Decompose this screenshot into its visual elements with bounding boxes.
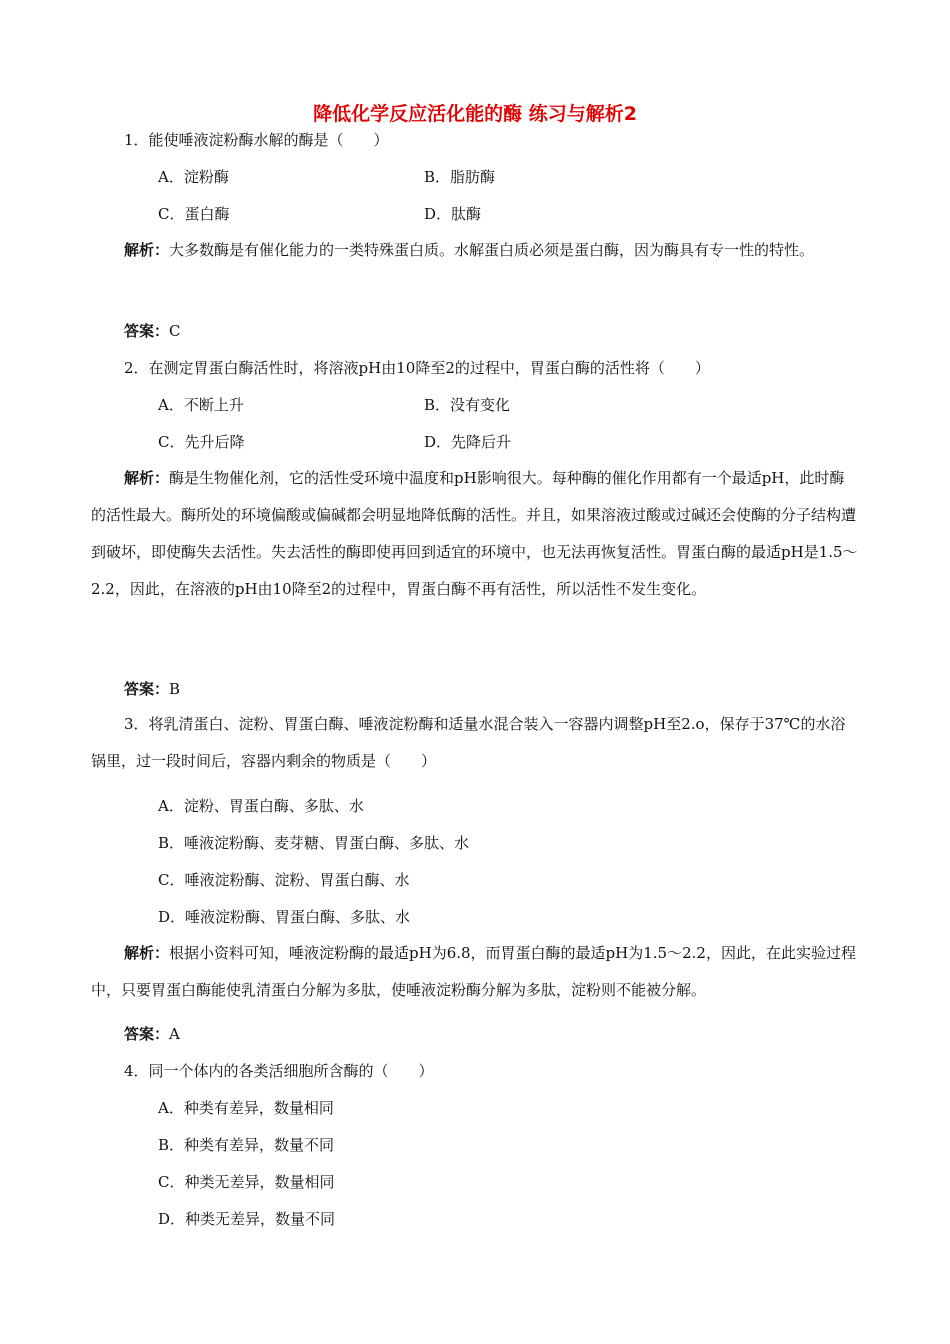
question-1-analysis [91, 232, 859, 269]
question-3-option-b: B．唾液淀粉酶、麦芽糖、胃蛋白酶、多肽、水 [158, 834, 470, 852]
question-3-option-d: D．唾液淀粉酶、胃蛋白酶、多肽、水 [158, 908, 411, 926]
question-2-stem: 2．在测定胃蛋白酶活性时，将溶液pH由10降至2的过程中，胃蛋白酶的活性将（ ） [124, 359, 710, 377]
question-4-option-b: B．种类有差异，数量不同 [158, 1136, 335, 1154]
question-3-option-a: A．淀粉、胃蛋白酶、多肽、水 [158, 797, 364, 815]
analysis-text: 酶是生物催化剂，它的活性受环境中温度和pH影响很大。每种酶的催化作用都有一个最适pH，此时酶的活性最大。酶所处的环境偏酸或偏碱都会明显地降低酶的活性。并且，如果溶液过酸或过碱还会使酶的分子结构遭到破坏，即使酶失去活性。失去活性的酶即使再回到适宜的环境中，也无法再恢复活性。胃蛋白酶的最适pH是1.5～2.2，因此，在溶液的pH由10降至2的过程中，胃蛋白酶不再有活性，所以活性不发生变化。 [91, 469, 858, 598]
analysis-text: 根据小资料可知，唾液淀粉酶的最适pH为6.8，而胃蛋白酶的最适pH为1.5～2.2，因此，在此实验过程中，只要胃蛋白酶能使乳清蛋白分解为多肽，使唾液淀粉酶分解为多肽，淀粉则不能被分解。 [91, 944, 856, 999]
question-1-answer [124, 320, 181, 342]
answer-label: 答案： [124, 322, 170, 340]
question-1-option-b: B．脂肪酶 [424, 168, 496, 186]
question-4-stem: 4．同一个体内的各类活细胞所含酶的（ ） [124, 1062, 434, 1080]
question-2-option-b: B．没有变化 [424, 396, 511, 414]
question-3-analysis [91, 935, 859, 1009]
question-4-option-d: D．种类无差异，数量不同 [158, 1210, 336, 1228]
question-2-option-a: A．不断上升 [158, 396, 244, 414]
question-4-option-c: C．种类无差异，数量相同 [158, 1173, 335, 1191]
question-1-stem: 1．能使唾液淀粉酶水解的酶是（ ） [124, 131, 389, 149]
question-3-answer [124, 1023, 180, 1045]
analysis-label: 解析： [124, 469, 170, 487]
question-1-option-c: C．蛋白酶 [158, 205, 230, 223]
answer-value: A [169, 1025, 180, 1043]
question-4-option-a: A．种类有差异，数量相同 [158, 1099, 334, 1117]
question-2-option-c: C．先升后降 [158, 433, 245, 451]
analysis-label: 解析： [124, 944, 170, 962]
question-2-answer [124, 678, 180, 700]
document-title: 降低化学反应活化能的酶 练习与解析2 [313, 103, 637, 125]
answer-value: B [169, 680, 181, 698]
analysis-label: 解析： [124, 241, 170, 259]
question-3-stem: 3．将乳清蛋白、淀粉、胃蛋白酶、唾液淀粉酶和适量水混合装入一容器内调整pH至2.o，保存于37℃的水浴锅里，过一段时间后，容器内剩余的物质是（ ） [91, 715, 846, 770]
question-2-analysis [91, 460, 859, 608]
analysis-text: 大多数酶是有催化能力的一类特殊蛋白质。水解蛋白质必须是蛋白酶，因为酶具有专一性的特性。 [169, 241, 815, 259]
question-3-option-c: C．唾液淀粉酶、淀粉、胃蛋白酶、水 [158, 871, 410, 889]
answer-value: C [169, 322, 181, 340]
answer-label: 答案： [124, 680, 170, 698]
question-1-option-d: D．肽酶 [424, 205, 482, 223]
question-1-option-a: A．淀粉酶 [158, 168, 229, 186]
question-2-option-d: D．先降后升 [424, 433, 512, 451]
answer-label: 答案： [124, 1025, 170, 1043]
